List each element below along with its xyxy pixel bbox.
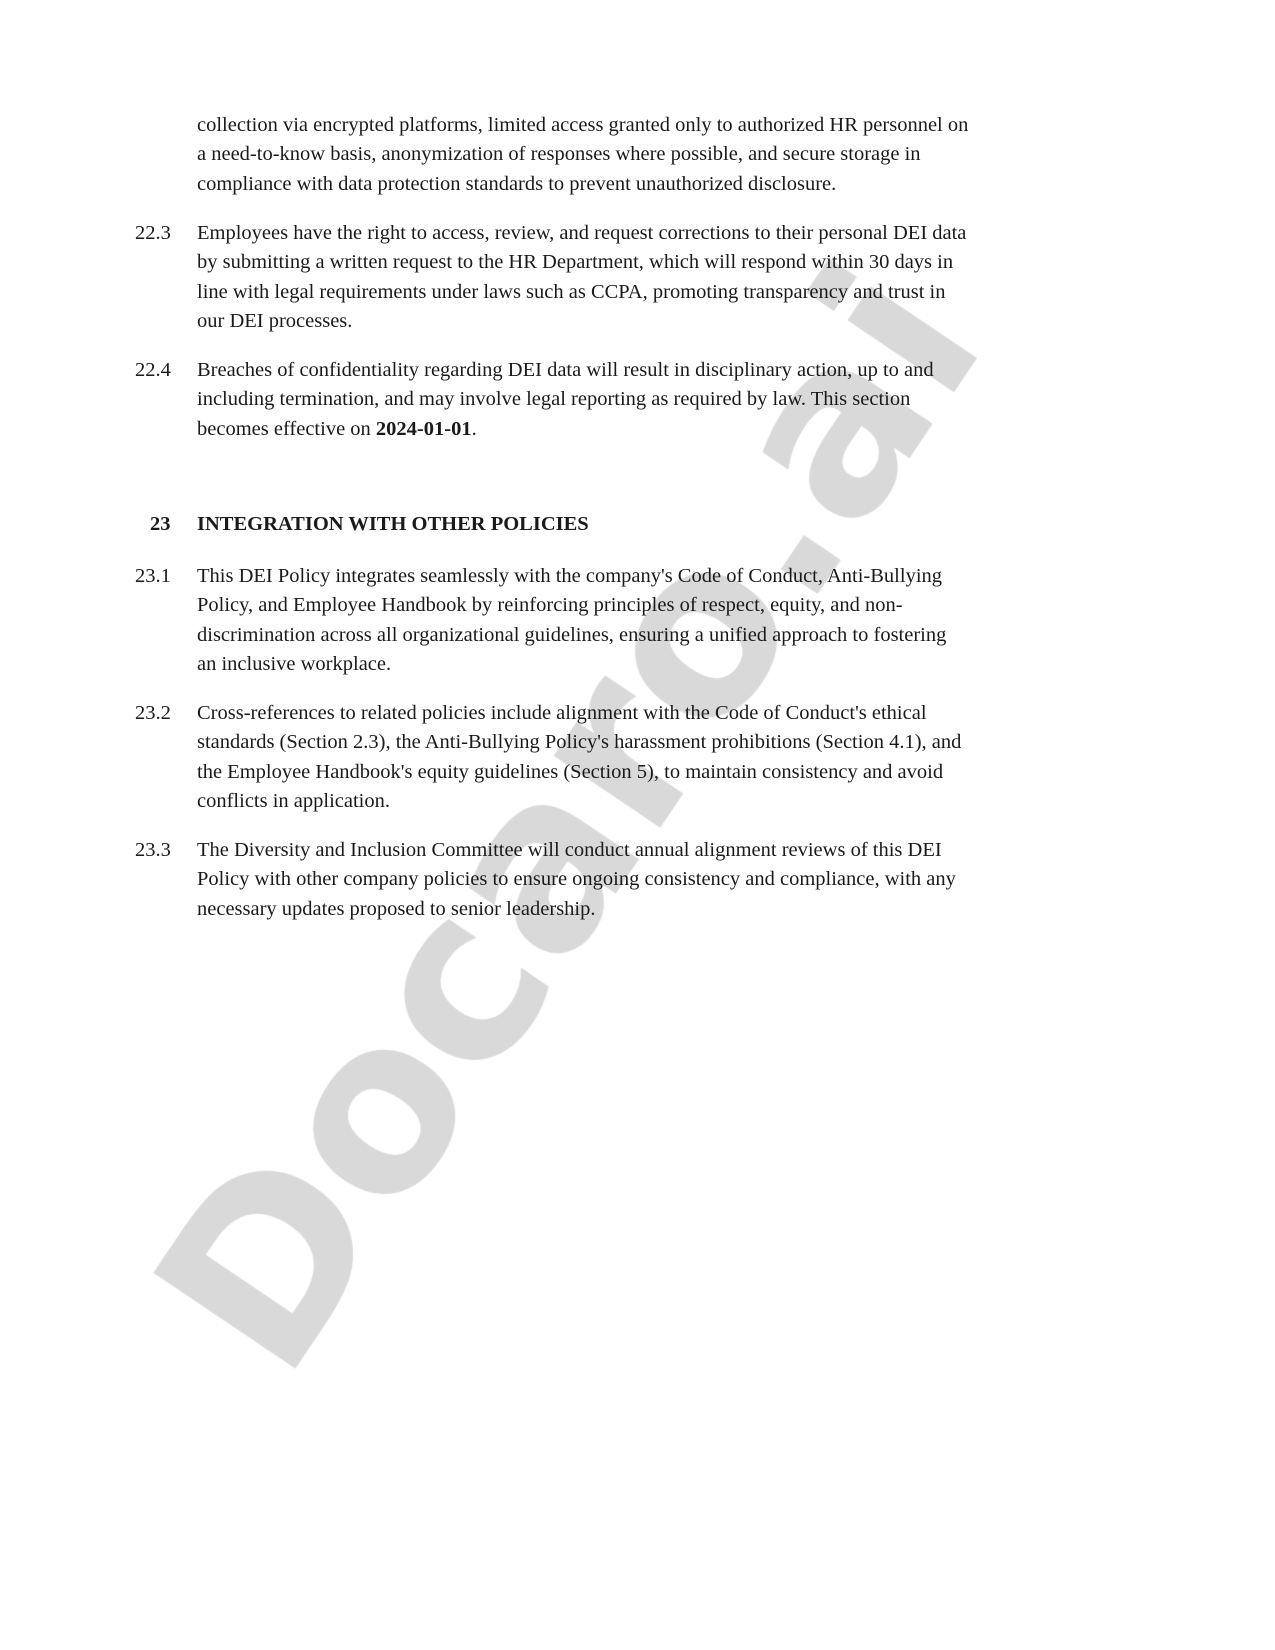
clause-number: 22.4 [135,359,171,381]
text-line: discrimination across all organizational guidelines, ensuring a unified approach to fostering [197,623,947,646]
text-line: an inclusive workplace. [197,653,392,676]
text: . [471,417,477,440]
text-line: compliance with data protection standards to prevent unauthorized disclosure. [197,172,837,195]
text-line: by submitting a written request to the HR Department, which will respond within 30 days in [197,251,954,274]
clause-number: 22.3 [135,222,171,244]
text-line: Policy, and Employee Handbook by reinforcing principles of respect, equity, and non- [197,594,903,617]
text-line: Cross-references to related policies include alignment with the Code of Conduct's ethical [197,702,927,724]
text-line: Breaches of confidentiality regarding DEI data will result in disciplinary action, up to and [197,359,934,381]
text-line: Policy with other company policies to ensure ongoing consistency and compliance, with any [197,868,956,891]
section-number: 23 [150,513,171,535]
effective-date: 2024-01-01 [375,417,472,440]
text-line: standards (Section 2.3), the Anti-Bullying Policy's harassment prohibitions (Section 4.1), and [197,731,962,754]
text-line: necessary updates proposed to senior leadership. [197,897,596,920]
clause-number: 23.1 [135,565,171,587]
text-line: line with legal requirements under laws such as CCPA, promoting transparency and trust in [197,280,946,303]
section-title: INTEGRATION WITH OTHER POLICIES [197,513,589,535]
clause-number: 23.2 [135,702,171,724]
text-line: Employees have the right to access, review, and request corrections to their personal DEI data [197,222,967,244]
text-line: collection via encrypted platforms, limited access granted only to authorized HR personnel on [197,114,969,136]
text-line: the Employee Handbook's equity guidelines (Section 5), to maintain consistency and avoid [197,760,944,783]
text-line: including termination, and may involve legal reporting as required by law. This section [197,388,911,411]
clause-number: 23.3 [135,839,171,861]
text-line: our DEI processes. [197,310,353,333]
text: becomes effective on [197,417,376,440]
text-line: a need-to-know basis, anonymization of responses where possible, and secure storage in [197,143,921,166]
text-line [197,415,934,444]
text-line: conflicts in application. [197,790,390,813]
text-line: The Diversity and Inclusion Committee will conduct annual alignment reviews of this DEI [197,839,942,861]
text-line: This DEI Policy integrates seamlessly with the company's Code of Conduct, Anti-Bullying [197,565,943,587]
